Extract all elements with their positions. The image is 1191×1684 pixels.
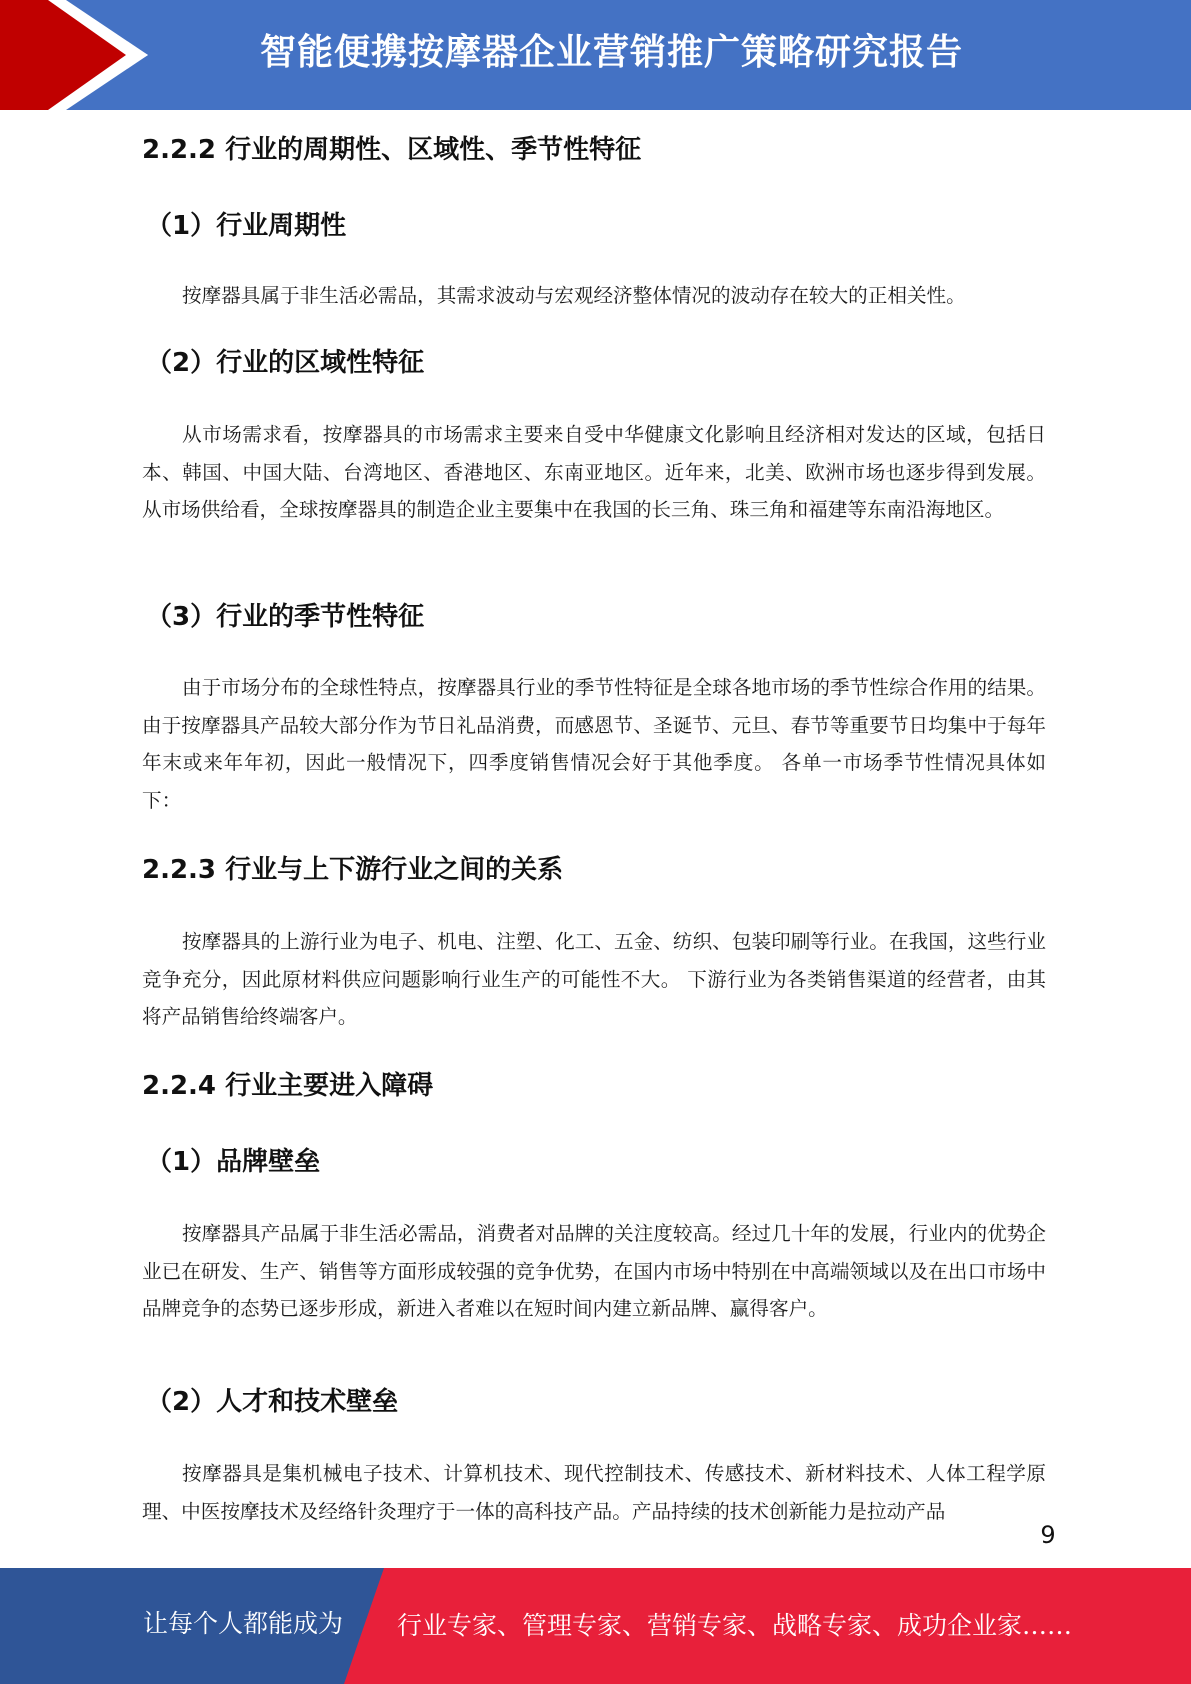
paragraph-cyclicality: 按摩器具属于非生活必需品，其需求波动与宏观经济整体情况的波动存在较大的正相关性。 — [182, 284, 966, 307]
subheading-brand-barrier: （1）品牌壁垒 — [146, 1147, 321, 1177]
section-heading-2-2-4: 2.2.4 行业主要进入障碍 — [142, 1071, 434, 1101]
subheading-regional: （2）行业的区域性特征 — [146, 348, 425, 378]
page-number: 9 — [1040, 1521, 1056, 1549]
paragraph-regional: 从市场需求看，按摩器具的市场需求主要来自受中华健康文化影响且经济相对发达的区域，包括日本、韩国、中国大陆、台湾地区、香港地区、东南亚地区。近年来，北美、欧洲市场也逐步得到发展。 从市场供给看，全球按摩器具的制造企业主要集中在我国的长三角、珠三角和福建等东南沿海地区。 — [142, 423, 1046, 521]
paragraph-talent-tech-barrier: 按摩器具是集机械电子技术、计算机技术、现代控制技术、传感技术、新材料技术、人体工程学原理、中医按摩技术及经络针灸理疗于一体的高科技产品。产品持续的技术创新能力是拉动产品 — [142, 1462, 1046, 1523]
section-heading-2-2-2: 2.2.2 行业的周期性、区域性、季节性特征 — [142, 135, 642, 165]
footer-slogan-right: 行业专家、管理专家、营销专家、战略专家、成功企业家…… — [397, 1611, 1073, 1640]
section-heading-2-2-3: 2.2.3 行业与上下游行业之间的关系 — [142, 855, 564, 885]
paragraph-upstream-downstream: 按摩器具的上游行业为电子、机电、注塑、化工、五金、纺织、包装印刷等行业。在我国，这些行业竞争充分，因此原材料供应问题影响行业生产的可能性不大。 下游行业为各类销售渠道的经营者，由其将产品销售给终端客户。 — [142, 930, 1046, 1028]
report-title: 智能便携按摩器企业营销推广策略研究报告 — [260, 32, 964, 73]
subheading-seasonal: （3）行业的季节性特征 — [146, 602, 425, 632]
subheading-talent-tech-barrier: （2）人才和技术壁垒 — [146, 1387, 399, 1417]
subheading-cyclicality: （1）行业周期性 — [146, 211, 347, 241]
footer-slogan-left: 让每个人都能成为 — [143, 1609, 344, 1638]
footer-banner — [0, 1568, 1191, 1684]
paragraph-brand-barrier: 按摩器具产品属于非生活必需品，消费者对品牌的关注度较高。经过几十年的发展，行业内的优势企业已在研发、生产、销售等方面形成较强的竞争优势，在国内市场中特别在中高端领域以及在出口市场中品牌竞争的态势已逐步形成，新进入者难以在短时间内建立新品牌、赢得客户。 — [142, 1222, 1046, 1320]
paragraph-seasonal: 由于市场分布的全球性特点，按摩器具行业的季节性特征是全球各地市场的季节性综合作用的结果。由于按摩器具产品较大部分作为节日礼品消费，而感恩节、圣诞节、元旦、春节等重要节日均集中于每年年末或来年年初，因此一般情况下，四季度销售情况会好于其他季度。 各单一市场季节性情况具体如下： — [142, 676, 1046, 812]
header-banner — [0, 0, 1191, 110]
